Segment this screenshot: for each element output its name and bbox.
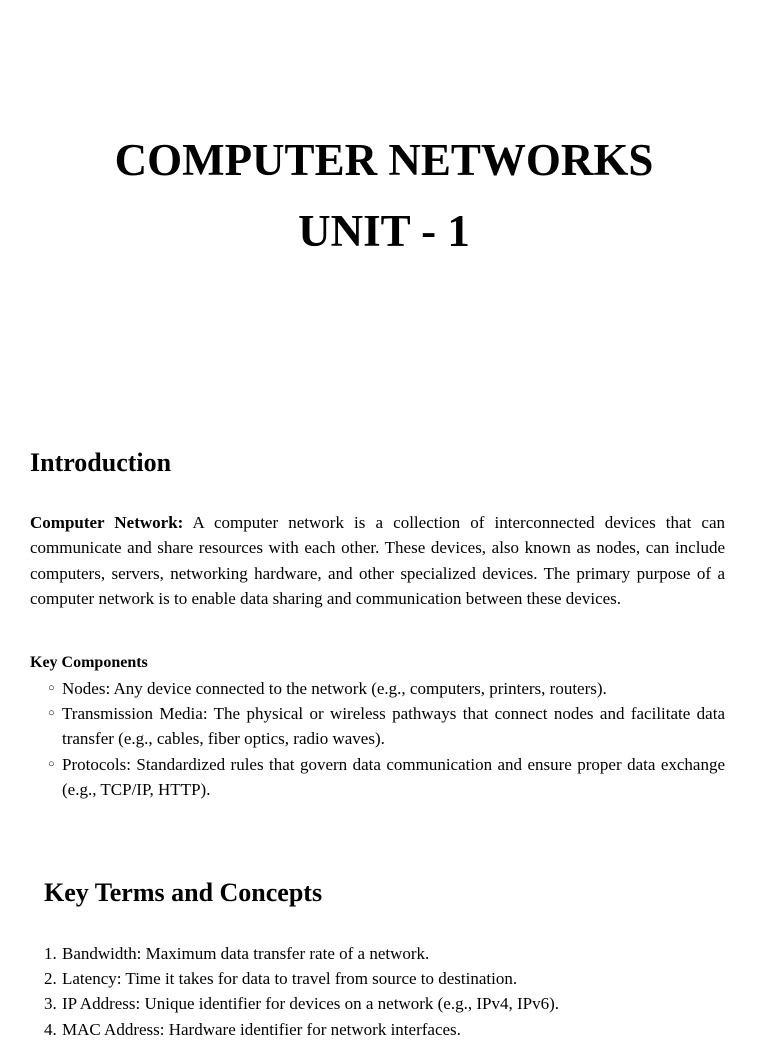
list-item [44,966,725,991]
key-components-heading: Key Components [30,654,148,671]
list-item-text: Protocols: Standardized rules that govern data communication and ensure proper data exchange (e.g., TCP/IP, HTTP). [62,754,725,799]
definition-term: Computer Network: [30,513,184,532]
list-number: 3. [44,994,57,1014]
list-item [44,941,725,966]
definition-text: A computer network is a collection of interconnected devices that can communicate and share resources with each other. These devices, also known as nodes, can include computers, servers, networking hardware, and other specialized devices. The primary purpose of a computer network is to enable data sharing and communication between these devices. [30,513,725,609]
list-number: 1. [44,944,57,963]
list-item [44,991,725,1016]
title-line-2: UNIT - 1 [298,206,470,256]
list-item-text: Nodes: Any device connected to the network (e.g., computers, printers, routers). [62,679,607,698]
bullet-circle-icon: ○ [48,682,55,694]
list-item [30,701,725,751]
list-item-text: Bandwidth: Maximum data transfer rate of a network. [62,944,430,963]
introduction-heading: Introduction [30,448,172,477]
list-item-text: Transmission Media: The physical or wireless pathways that connect nodes and facilitate data transfer (e.g., cables, fiber optics, radio waves). [62,704,725,749]
list-item [30,752,725,802]
key-terms-heading: Key Terms and Concepts [44,878,323,907]
list-item-text: IP Address: Unique identifier for devices on a network (e.g., IPv4, IPv6). [62,994,559,1014]
list-item-text: MAC Address: Hardware identifier for network interfaces. [62,1019,461,1039]
bullet-circle-icon: ○ [48,707,55,720]
list-item [30,676,725,701]
list-item-text: Latency: Time it takes for data to travel from source to destination. [62,969,518,989]
title-line-1: COMPUTER NETWORKS [114,135,654,185]
key-components-list [30,676,725,802]
list-item [44,1017,725,1042]
computer-network-definition [30,510,725,612]
key-terms-list [44,941,725,1042]
list-number: 4. [44,1019,57,1039]
list-number: 2. [44,969,57,989]
bullet-circle-icon: ○ [48,757,55,770]
